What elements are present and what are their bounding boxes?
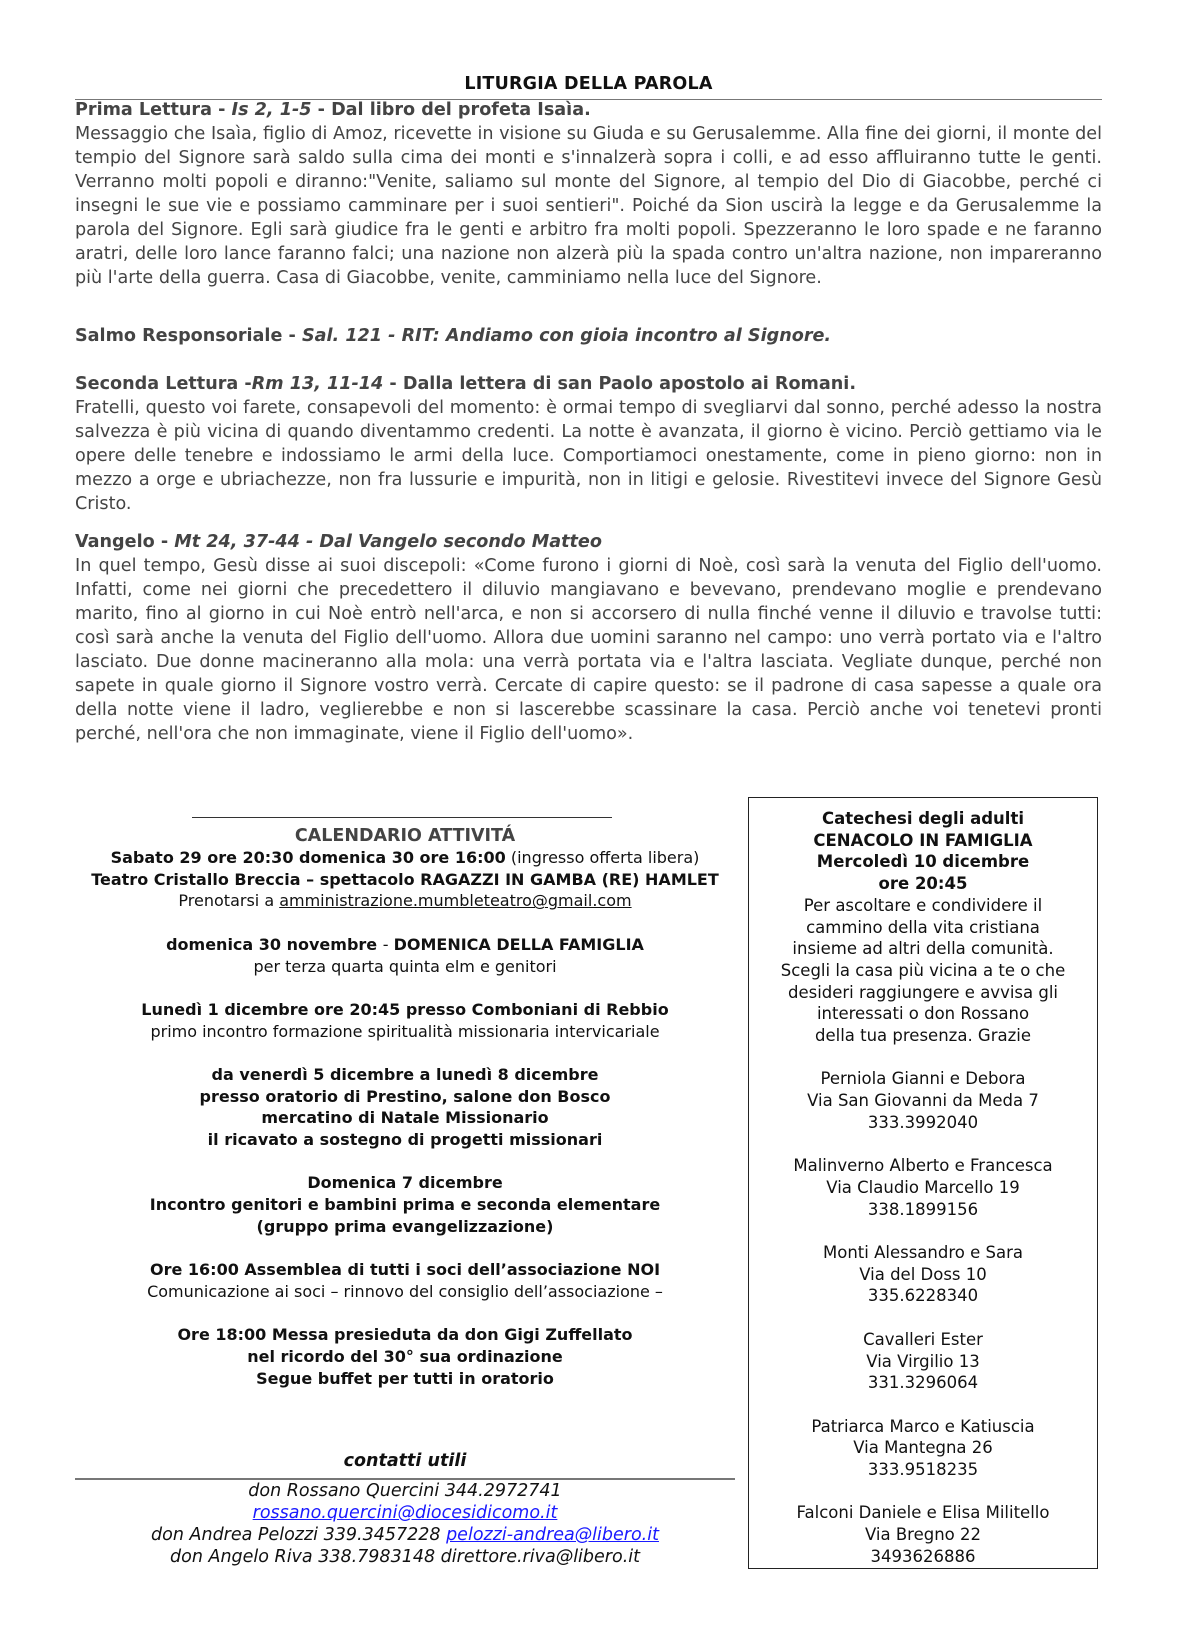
seconda-lettura-text: Fratelli, questo voi farete, consapevoli del momento: è ormai tempo di svegliarvi dal sonno, perché adesso la nostra salvezza è più vicina di quando diventammo credenti. La notte è avanzata, il giorno è vicino. Perciò gettiamo via le opere delle tenebre e indossiamo le armi della luce. Comportiamoci onestamente, come in pieno giorno: non in mezzo a orge e ubriachezze, non fra lussurie e impurità, non in litigi e gelosie. Rivestitevi invece del Signore Gesù Cristo. bbox=[75, 398, 1102, 514]
prima-lettura-section bbox=[75, 98, 1102, 290]
seconda-lettura-heading: Seconda Lettura -Rm 13, 11-14 - Dalla lettera di san Paolo apostolo ai Romani. bbox=[75, 374, 857, 394]
family-entry: Malinverno Alberto e Francesca Via Claudio Marcello 19 338.1899156 bbox=[793, 1156, 1053, 1219]
calendario-section bbox=[75, 800, 735, 1389]
event-famiglia: domenica 30 novembre - DOMENICA DELLA FAMIGLIA per terza quarta quinta elm e genitori bbox=[166, 934, 644, 976]
event-comboniani: Lunedì 1 dicembre ore 20:45 presso Comboniani di Rebbio primo incontro formazione spiritualità missionaria intervicariale bbox=[141, 999, 669, 1041]
salmo-ref: Sal. 121 - RIT: Andiamo con gioia incontro al Signore. bbox=[301, 326, 832, 346]
cenacolo-box: Catechesi degli adulti CENACOLO IN FAMIGLIA Mercoledì 10 dicembre ore 20:45 Per ascoltare e condividere il cammino della vita cristiana insieme ad altri della comunità. Scegli la casa più vicina a te o che desideri raggiungere e avvisa gli interessati o don Rossano della tua presenza. Grazie Perniola Gianni e Debora Via San Giovanni da Meda 7 333.3992040 Malinverno Alberto e Francesca Via Claudio Marcello 19 338.1899156 Monti Alessandro e Sara Via del Doss 10 335.6228340 Cavalleri Ester Via Virgilio 13 331.3296064 Patriarca Marco e Katiuscia Via Mantegna 26 333.9518235 Falconi Daniele e Elisa Militello Via Bregno 22 3493626886 bbox=[748, 797, 1098, 1569]
prima-lettura-text: Messaggio che Isaìa, figlio di Amoz, ricevette in visione su Giuda e su Gerusalemme. Alla fine dei giorni, il monte del tempio del Signore sarà saldo sulla cima dei monti e s'innalzerà sopra i colli, e ad esso affluiranno tutte le genti. Verranno molti popoli e diranno:"Venite, saliamo sul monte del Signore, al tempio del Dio di Giacobbe, perché ci insegni le sue vie e possiamo camminare per i suoi sentieri". Poiché da Sion uscirà la legge e da Gerusalemme la parola del Signore. Egli sarà giudice fra le genti e arbitro fra molti popoli. Spezzeranno le loro spade e ne faranno aratri, delle loro lance faranno falci; una nazione non alzerà più la spada contro un'altra nazione, non impareranno più l'arte della guerra. Casa di Giacobbe, venite, camminiamo nella luce del Signore. bbox=[75, 124, 1102, 288]
prima-lettura-ref: Is 2, 1-5 bbox=[231, 100, 312, 120]
event-mercatino: da venerdì 5 dicembre a lunedì 8 dicembre presso oratorio di Prestino, salone don Bosco mercatino di Natale Missionario il ricavato a sostegno di progetti missionari bbox=[199, 1064, 611, 1150]
andrea-email-link[interactable]: pelozzi-andrea@libero.it bbox=[446, 1525, 659, 1545]
family-entry: Patriarca Marco e Katiuscia Via Mantegna 26 333.9518235 bbox=[811, 1416, 1035, 1480]
cenacolo-intro: Per ascoltare e condividere il bbox=[803, 895, 1043, 915]
vangelo-section bbox=[75, 530, 1102, 746]
contact-angelo: don Angelo Riva 338.7983148 direttore.riva@libero.it bbox=[170, 1547, 640, 1567]
rossano-email-link[interactable]: rossano.quercini@diocesidicomo.it bbox=[252, 1503, 558, 1523]
seconda-lettura-section bbox=[75, 372, 1102, 516]
event-assemblea: Ore 16:00 Assemblea di tutti i soci dell’associazione NOI Comunicazione ai soci – rinnovo del consiglio dell’associazione – bbox=[147, 1260, 663, 1301]
family-entry: Monti Alessandro e Sara Via del Doss 10 335.6228340 bbox=[823, 1243, 1023, 1306]
vangelo-text: In quel tempo, Gesù disse ai suoi discepoli: «Come furono i giorni di Noè, così sarà la venuta del Figlio dell'uomo. Infatti, come nei giorni che precedettero il diluvio mangiavano e bevevano, prendevano moglie e prendevano marito, fino al giorno in cui Noè entrò nell'arca, e non si accorsero di nulla finché venne il diluvio e travolse tutti: così sarà anche la venuta del Figlio dell'uomo. Allora due uomini saranno nel campo: uno verrà portato via e l'altro lasciato. Due donne macineranno alla mola: una verrà portata via e l'altra lasciata. Vegliate dunque, perché non sapete in quale giorno il Signore vostro verrà. Cercate di capire questo: se il padrone di casa sapesse a quale ora della notte viene il ladro, veglierebbe e non si lascerebbe scassinare la casa. Perciò anche voi tenetevi pronti perché, nell'ora che non immaginate, viene il Figlio dell'uomo». bbox=[75, 556, 1102, 744]
liturgia-title: LITURGIA DELLA PAROLA bbox=[464, 74, 713, 94]
vangelo-ref: Mt 24, 37-44 - Dal Vangelo secondo Matteo bbox=[174, 532, 602, 552]
contact-rossano: don Rossano Quercini 344.2972741 bbox=[248, 1481, 562, 1501]
seconda-lettura-ref: Rm 13, 11-14 bbox=[251, 374, 384, 394]
event-domenica-7: Domenica 7 dicembre Incontro genitori e bambini prima e seconda elementare (gruppo prima evangelizzazione) bbox=[149, 1173, 661, 1236]
family-entry: Falconi Daniele e Elisa Militello Via Bregno 22 3493626886 bbox=[796, 1503, 1050, 1566]
event-teatro: Sabato 29 ore 20:30 domenica 30 ore 16:00 (ingresso offerta libera) Teatro Cristallo Breccia – spettacolo RAGAZZI IN GAMBA (RE) HAMLET Prenotarsi a amministrazione.mumbleteatro@gmail.com bbox=[91, 848, 719, 911]
prima-lettura-heading: Prima Lettura - Is 2, 1-5 - Dal libro del profeta Isaìa. bbox=[75, 100, 591, 120]
vangelo-heading: Vangelo - Mt 24, 37-44 - Dal Vangelo secondo Matteo bbox=[75, 532, 602, 552]
family-entry: Perniola Gianni e Debora Via San Giovanni da Meda 7 333.3992040 bbox=[807, 1069, 1039, 1132]
contatti-section bbox=[75, 1480, 735, 1568]
salmo-section bbox=[75, 324, 1102, 348]
calendario-title: CALENDARIO ATTIVITÁ bbox=[294, 826, 516, 846]
event-messa: Ore 18:00 Messa presieduta da don Gigi Zuffellato nel ricordo del 30° sua ordinazione Segue buffet per tutti in oratorio bbox=[177, 1325, 633, 1388]
family-entry: Cavalleri Ester Via Virgilio 13 331.3296064 bbox=[863, 1329, 983, 1393]
contact-andrea: don Andrea Pelozzi 339.3457228 pelozzi-andrea@libero.it bbox=[151, 1525, 659, 1545]
contatti-title: contatti utili bbox=[343, 1451, 467, 1471]
cenacolo-heading: Catechesi degli adulti bbox=[821, 809, 1025, 828]
salmo-heading: Salmo Responsoriale - Sal. 121 - RIT: Andiamo con gioia incontro al Signore. bbox=[75, 326, 832, 346]
teatro-email-link[interactable]: amministrazione.mumbleteatro@gmail.com bbox=[279, 891, 632, 911]
